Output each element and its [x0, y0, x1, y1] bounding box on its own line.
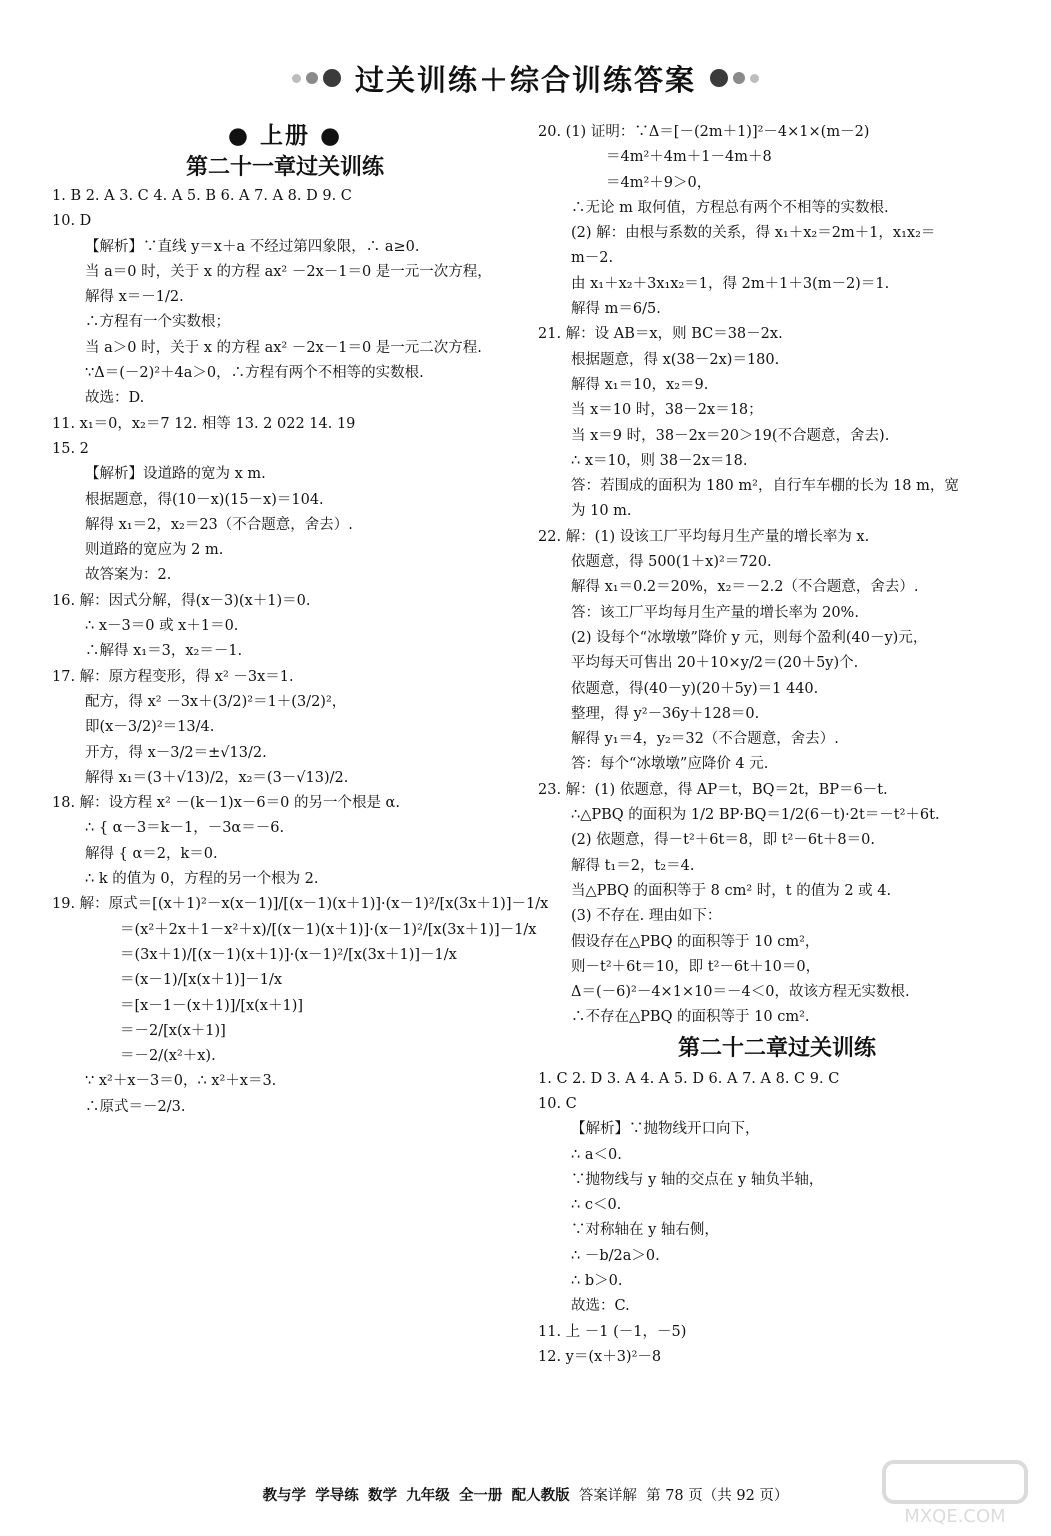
- answer-line: 【解析】∵直线 y＝x＋a 不经过第四象限，∴ a≥0.: [85, 238, 420, 255]
- footer-edition: 配人教版: [511, 1488, 570, 1504]
- answer-line: ＝(x－1)/[x(x＋1)]－1/x: [120, 972, 283, 989]
- right-column: [538, 120, 1016, 1370]
- answer-line: 22. 解：(1) 设该工厂平均每月生产量的增长率为 x.: [538, 528, 870, 545]
- answer-line: 23. 解：(1) 依题意，得 AP＝t，BQ＝2t，BP＝6－t.: [538, 781, 888, 798]
- answer-line: 配方，得 x² －3x＋(3/2)²＝1＋(3/2)²，: [85, 693, 347, 710]
- answer-line: 1. B 2. A 3. C 4. A 5. B 6. A 7. A 8. D 9. C: [52, 188, 352, 204]
- answer-line: 【解析】∵抛物线开口向下，: [571, 1121, 760, 1138]
- answer-line: ＝(x²＋2x＋1－x²＋x)/[(x－1)(x＋1)]·(x－1)²/[x(3x＋1)]－1/x: [120, 921, 537, 938]
- answer-line: 10. D: [52, 213, 92, 230]
- answer-line: ∴ b＞0.: [571, 1273, 623, 1290]
- answer-line: 解得 x₁＝(3＋√13)/2，x₂＝(3－√13)/2.: [85, 769, 349, 786]
- header-dots-right: [710, 69, 759, 87]
- footer-series: 学导练: [315, 1488, 359, 1504]
- answer-line: ＝－2/[x(x＋1)]: [120, 1022, 226, 1039]
- answer-line: 20. (1) 证明：∵Δ＝[－(2m＋1)]²－4×1×(m－2): [538, 124, 870, 140]
- answer-line: 18. 解：设方程 x² －(k－1)x－6＝0 的另一个根是 α.: [52, 795, 400, 812]
- answer-line: 答：该工厂平均每月生产量的增长率为 20%.: [571, 604, 859, 621]
- answer-line: 整理，得 y²－36y＋128＝0.: [571, 705, 760, 722]
- chapter-21-answers-continued: [538, 120, 1016, 1031]
- answer-line: ＝[x－1－(x＋1)]/[x(x＋1)]: [120, 997, 304, 1014]
- chapter-22-title: 第二十二章过关训练: [677, 1035, 876, 1061]
- answer-line: 依题意，得 500(1＋x)²＝720.: [571, 554, 772, 571]
- left-column: [52, 120, 549, 1120]
- answer-line: ∴ a＜0.: [571, 1146, 622, 1163]
- decor-dot: [750, 74, 759, 83]
- page-header: [0, 56, 1051, 100]
- answer-line: (3) 不存在. 理由如下：: [571, 908, 722, 925]
- answer-line: 1. C 2. D 3. A 4. A 5. D 6. A 7. A 8. C 9. C: [538, 1070, 840, 1087]
- answer-line: 解得 y₁＝4，y₂＝32（不合题意，舍去）.: [571, 731, 839, 748]
- answer-line: 当 x＝9 时，38－2x＝20＞19(不合题意，舍去).: [571, 427, 890, 444]
- answer-line: 根据题意，得 x(38－2x)＝180.: [571, 351, 780, 368]
- answer-line: 10. C: [538, 1095, 577, 1112]
- answer-line: ∴解得 x₁＝3，x₂＝－1.: [85, 643, 243, 660]
- answer-line: 当 a＞0 时，关于 x 的方程 ax² －2x－1＝0 是一元二次方程.: [85, 339, 482, 356]
- answer-line: m－2.: [571, 250, 614, 267]
- answer-line: ∴△PBQ 的面积为 1/2 BP·BQ＝1/2(6－t)·2t＝－t²＋6t.: [571, 807, 940, 824]
- watermark-text: MXQE.COM: [904, 1506, 1006, 1527]
- footer-grade: 九年级: [406, 1488, 450, 1504]
- answer-line: 11. 上 －1 (－1，－5): [538, 1323, 687, 1340]
- answer-line: 解得 m＝6/5.: [571, 301, 661, 318]
- answer-line: ∵抛物线与 y 轴的交点在 y 轴负半轴，: [571, 1171, 824, 1188]
- answer-line: ∴ x－3＝0 或 x＋1＝0.: [85, 618, 239, 635]
- answer-line: ＝－2/(x²＋x).: [120, 1048, 216, 1065]
- answer-line: (2) 设每个“冰墩墩”降价 y 元，则每个盈利(40－y)元，: [571, 629, 928, 646]
- answer-line: ∴ c＜0.: [571, 1197, 622, 1214]
- footer-book: 教与学: [262, 1488, 307, 1504]
- page-title: 过关训练＋综合训练答案: [354, 62, 696, 97]
- answer-line: 解得 x＝－1/2.: [85, 289, 184, 306]
- answer-line: 解得 x₁＝2，x₂＝23（不合题意，舍去）.: [85, 516, 353, 533]
- answer-line: 则道路的宽应为 2 m.: [85, 542, 224, 559]
- answer-line: Δ＝(－6)²－4×1×10＝－4＜0，故该方程无实数根.: [571, 984, 910, 1001]
- decor-dot: [292, 74, 301, 83]
- answer-line: 21. 解：设 AB＝x，则 BC＝38－2x.: [538, 326, 783, 343]
- answer-line: ＝4m²＋4m＋1－4m＋8: [606, 149, 772, 166]
- answer-line: ＝(3x＋1)/[(x－1)(x＋1)]·(x－1)²/[x(3x＋1)]－1/x: [120, 946, 457, 963]
- answer-line: ∴原式＝－2/3.: [85, 1098, 186, 1115]
- answer-line: 19. 解：原式＝[(x＋1)²－x(x－1)]/[(x－1)(x＋1)]·(x－1)²/[x(3x＋1)]－1/x: [52, 896, 549, 913]
- decor-dot: [323, 69, 341, 87]
- answer-line: ∴ k 的值为 0，方程的另一个根为 2.: [85, 871, 319, 888]
- answer-line: 解得 { α＝2，k＝0.: [85, 845, 218, 862]
- answer-line: 故选：C.: [571, 1298, 630, 1315]
- answer-line: ∵对称轴在 y 轴右侧，: [571, 1222, 719, 1239]
- answer-line: 解得 x₁＝0.2＝20%，x₂＝－2.2（不合题意，舍去）.: [571, 579, 919, 596]
- watermark-logo: [880, 1458, 1030, 1528]
- chapter-22-answers: [538, 1067, 1016, 1371]
- answer-line: 答：若围成的面积为 180 m²，自行车车棚的长为 18 m，宽: [571, 478, 959, 495]
- footer-volume: 全一册: [458, 1488, 503, 1504]
- decor-dot: [710, 69, 728, 87]
- answer-line: 则－t²＋6t＝10，即 t²－6t＋10＝0，: [571, 958, 821, 975]
- answer-line: ＝4m²＋9＞0，: [606, 174, 712, 191]
- answer-line: ∴ { α－3＝k－1，－3α＝－6.: [85, 820, 285, 837]
- answer-line: ∵Δ＝(－2)²＋4a＞0，∴方程有两个不相等的实数根.: [85, 365, 424, 382]
- answer-line: 答：每个“冰墩墩”应降价 4 元.: [571, 756, 769, 773]
- answer-line: ∵ x²＋x－3＝0，∴ x²＋x＝3.: [85, 1073, 277, 1090]
- answer-line: 平均每天可售出 20＋10×y/2＝(20＋5y)个.: [571, 655, 859, 672]
- volume-title: ● 上册 ●: [227, 123, 343, 149]
- footer-section: 答案详解: [578, 1488, 637, 1504]
- decor-dot: [306, 72, 318, 84]
- footer-subject: 数学: [368, 1488, 397, 1504]
- answer-line: 故选：D.: [85, 390, 145, 407]
- answer-line: (2) 解：由根与系数的关系，得 x₁＋x₂＝2m＋1，x₁x₂＝: [571, 225, 936, 242]
- footer-page-number: 第 78 页（共 92 页）: [646, 1488, 789, 1504]
- answer-line: 15. 2: [52, 440, 89, 457]
- answer-line: 即(x－3/2)²＝13/4.: [85, 719, 215, 736]
- answer-line: 为 10 m.: [571, 503, 632, 520]
- volume-title-text: 上册: [260, 123, 310, 149]
- answer-line: ∴不存在△PBQ 的面积等于 10 cm².: [571, 1009, 810, 1026]
- answer-line: 11. x₁＝0，x₂＝7 12. 相等 13. 2 022 14. 19: [52, 415, 356, 432]
- decor-dot: [733, 72, 745, 84]
- answer-line: 解得 t₁＝2，t₂＝4.: [571, 857, 695, 874]
- answer-line: 解得 x₁＝10，x₂＝9.: [571, 376, 709, 393]
- answer-line: ∴ x＝10，则 38－2x＝18.: [571, 452, 748, 469]
- answer-line: 假设存在△PBQ 的面积等于 10 cm²，: [571, 933, 820, 950]
- answer-line: 16. 解：因式分解，得(x－3)(x＋1)＝0.: [52, 592, 311, 609]
- answer-line: 根据题意，得(10－x)(15－x)＝104.: [85, 491, 324, 508]
- header-dots-left: [292, 69, 341, 87]
- answer-line: ∴方程有一个实数根；: [85, 314, 230, 331]
- chapter-21-title: 第二十一章过关训练: [185, 155, 384, 180]
- answer-line: 依题意，得(40－y)(20＋5y)＝1 440.: [571, 680, 819, 697]
- chapter-21-answers: [52, 184, 549, 1120]
- answer-line: 当 x＝10 时，38－2x＝18；: [571, 402, 763, 419]
- answer-line: 开方，得 x－3/2＝±√13/2.: [85, 744, 267, 761]
- answer-line: 12. y＝(x＋3)²－8: [538, 1348, 662, 1365]
- answer-line: 故答案为：2.: [85, 567, 172, 584]
- answer-line: ∴ －b/2a＞0.: [571, 1247, 660, 1264]
- answer-line: 当△PBQ 的面积等于 8 cm² 时，t 的值为 2 或 4.: [571, 882, 892, 899]
- answer-line: 17. 解：原方程变形，得 x² －3x＝1.: [52, 668, 294, 685]
- answer-line: 【解析】设道路的宽为 x m.: [85, 466, 266, 483]
- answer-line: ∴无论 m 取何值，方程总有两个不相等的实数根.: [571, 199, 889, 216]
- answer-line: 当 a＝0 时，关于 x 的方程 ax² －2x－1＝0 是一元一次方程，: [85, 263, 492, 280]
- answer-line: (2) 依题意，得－t²＋6t＝8，即 t²－6t＋8＝0.: [571, 832, 875, 849]
- answer-line: 由 x₁＋x₂＋3x₁x₂＝1，得 2m＋1＋3(m－2)＝1.: [571, 275, 890, 292]
